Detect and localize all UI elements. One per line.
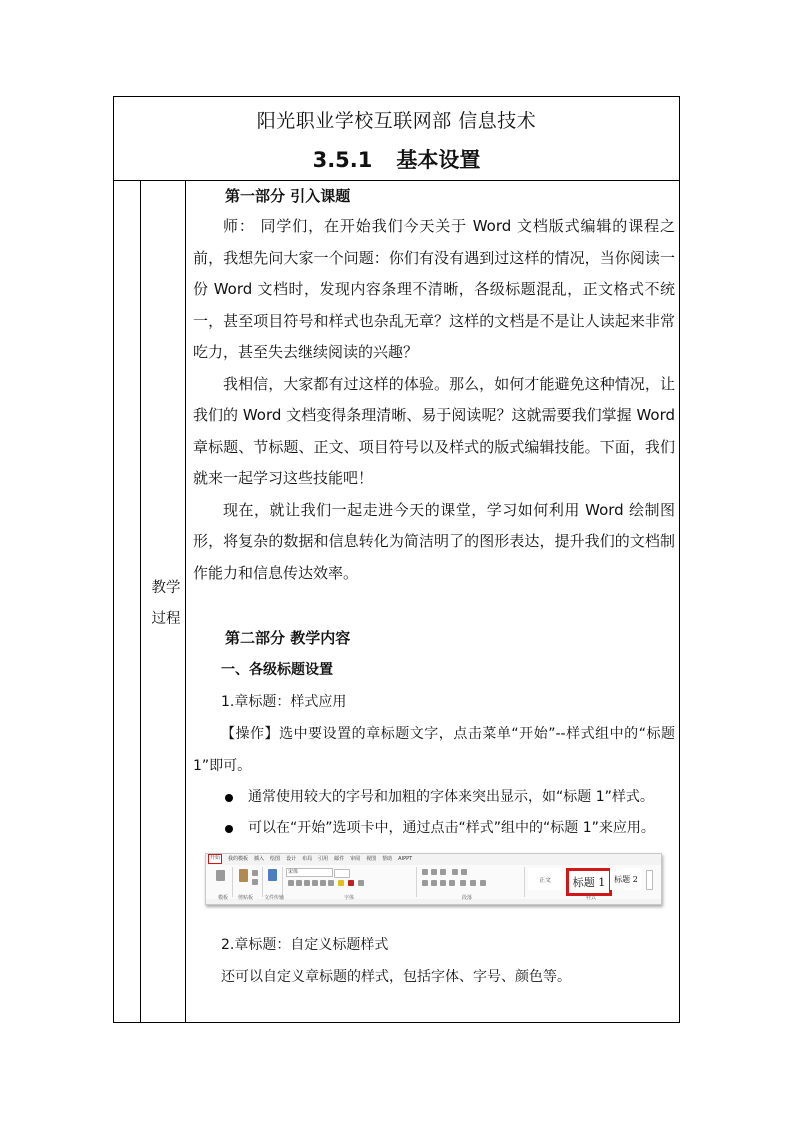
section-heading: 一、各级标题设置 (221, 662, 333, 678)
ribbon-tabs (206, 854, 412, 864)
file-transfer-icon[interactable] (268, 869, 277, 881)
styles-scroll-icon[interactable] (646, 870, 653, 890)
underline-icon[interactable] (304, 880, 310, 886)
title-text: 基本设置 (396, 148, 481, 172)
group-label-font: 字体 (344, 895, 355, 901)
group-label-paragraph: 段落 (462, 895, 473, 901)
increase-indent-icon[interactable] (461, 869, 467, 875)
justify-icon[interactable] (449, 880, 455, 886)
bullet-dot-icon (225, 794, 233, 802)
lesson-content-bottom (193, 930, 675, 992)
group-separator (416, 867, 417, 897)
tab-view[interactable]: 视图 (366, 856, 377, 862)
group-separator (524, 867, 525, 897)
cut-icon[interactable] (252, 870, 258, 876)
multilevel-list-icon[interactable] (440, 869, 446, 875)
bullet-item (193, 813, 675, 844)
tab-draw[interactable]: 绘图 (270, 856, 281, 862)
group-label-templates: 模板 (218, 895, 229, 901)
item2-text: 还可以自定义章标题的样式，包括字体、字号、颜色等。 (221, 969, 571, 985)
tab-help[interactable]: 帮助 (382, 856, 393, 862)
page-title (114, 144, 679, 174)
bold-icon[interactable] (288, 880, 294, 886)
paragraph: 我相信，大家都有过这样的体验。那么，如何才能避免这种情况，让我们的 Word 文档变得条理清晰、易于阅读呢？这就需要我们掌握 Word 章标题、节标题、正文、项目符号以及样式的版式编辑技能。下面，我们就来一起学习这些技能吧！ (193, 374, 675, 487)
side-label (146, 573, 186, 635)
part2-heading: 第二部分 教学内容 (225, 629, 351, 647)
borders-icon[interactable] (480, 880, 486, 886)
font-name-input[interactable]: 宋体 (286, 868, 333, 877)
style-normal[interactable]: 正文 (528, 868, 562, 890)
word-ribbon-screenshot (205, 853, 662, 905)
decrease-indent-icon[interactable] (452, 869, 458, 875)
title-number: 3.5.1 (312, 148, 373, 172)
tab-layout[interactable]: 布局 (302, 856, 313, 862)
group-separator (232, 867, 233, 897)
bullets-icon[interactable] (422, 869, 428, 875)
style-heading-2[interactable]: 标题 2 (610, 868, 642, 890)
group-label-clipboard: 剪贴板 (238, 895, 254, 901)
subscript-icon[interactable] (320, 880, 326, 886)
spacer (193, 589, 675, 620)
shading-icon[interactable] (470, 880, 476, 886)
strikethrough-icon[interactable] (312, 880, 318, 886)
ribbon-groups (206, 865, 661, 899)
lesson-content (193, 181, 675, 844)
tab-home[interactable]: 开始 (208, 854, 222, 864)
bullet-text: 可以在“开始”选项卡中，通过点击“样式”组中的“标题 1”来应用。 (248, 820, 655, 836)
item2-title: 2.章标题：自定义标题样式 (221, 937, 389, 953)
tab-insert[interactable]: 插入 (254, 856, 265, 862)
tab-templates[interactable]: 我的模板 (228, 856, 249, 862)
line-spacing-icon[interactable] (460, 880, 466, 886)
style-heading-1[interactable]: 标题 1 (566, 868, 612, 896)
item1-title: 1.章标题：样式应用 (221, 694, 347, 710)
group-separator (282, 867, 283, 897)
char-shading-icon[interactable] (358, 880, 364, 886)
bullet-text: 通常使用较大的字号和加粗的字体来突出显示，如“标题 1”样式。 (248, 789, 654, 805)
part1-heading: 第一部分 引入课题 (225, 187, 351, 205)
align-left-icon[interactable] (422, 880, 428, 886)
column-divider-1 (140, 180, 141, 1022)
font-size-select[interactable] (334, 869, 350, 878)
side-label-line-1: 教学 (151, 580, 181, 596)
bullet-item (193, 782, 675, 813)
tab-design[interactable]: 设计 (286, 856, 297, 862)
paragraph: 师： 同学们，在开始我们今天关于 Word 文档版式编辑的课程之前，我想先问大家一个问题：你们有没有遇到过这样的情况，当你阅读一份 Word 文档时，发现内容条理不清晰，各级标题混乱，正文格式不统一，甚至项目符号和样式也杂乱无章？这样的文档是不是让人读起来非常吃力，甚至失去继续阅读的兴趣？ (193, 217, 675, 361)
paste-icon[interactable] (239, 869, 248, 882)
highlight-icon[interactable] (338, 880, 344, 886)
bullet-dot-icon (225, 825, 233, 833)
side-label-line-2: 过程 (151, 611, 181, 627)
paragraph: 现在，就让我们一起走进今天的课堂，学习如何利用 Word 绘制图形，将复杂的数据和信息转化为简洁明了的图形表达，提升我们的文档制作能力和信息传达效率。 (193, 500, 675, 582)
tab-review[interactable]: 审阅 (350, 856, 361, 862)
tab-references[interactable]: 引用 (318, 856, 329, 862)
align-right-icon[interactable] (440, 880, 446, 886)
tab-mailings[interactable]: 邮件 (334, 856, 345, 862)
font-color-icon[interactable] (348, 880, 354, 886)
italic-icon[interactable] (296, 880, 302, 886)
tab-aippt[interactable]: AIPPT (398, 856, 413, 862)
group-label-file-transfer: 文件传输 (264, 895, 285, 901)
operation-text: 【操作】选中要设置的章标题文字，点击菜单“开始”--样式组中的“标题 1”即可。 (193, 726, 675, 774)
superscript-icon[interactable] (328, 880, 334, 886)
numbering-icon[interactable] (431, 869, 437, 875)
align-center-icon[interactable] (431, 880, 437, 886)
template-icon[interactable] (216, 870, 225, 881)
group-label-styles: 样式 (586, 895, 597, 901)
copy-icon[interactable] (252, 879, 258, 885)
school-header: 阳光职业学校互联网部 信息技术 (256, 110, 537, 132)
group-separator (262, 867, 263, 897)
